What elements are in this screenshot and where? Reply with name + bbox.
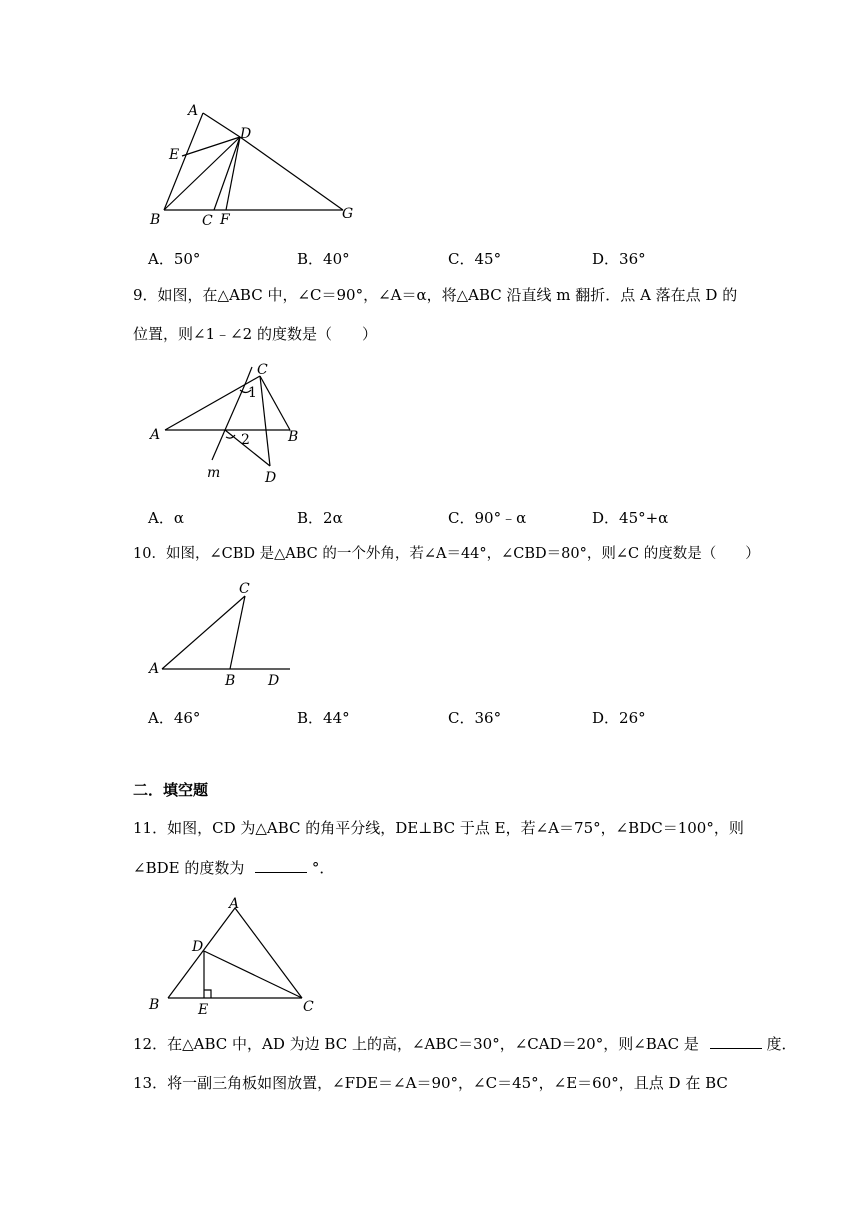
q9-label-m: m bbox=[207, 465, 221, 481]
q12-question-line bbox=[133, 1034, 796, 1054]
q11-line-ac bbox=[235, 908, 302, 998]
q11-right-angle-mark bbox=[204, 990, 211, 998]
q9-line-m bbox=[225, 382, 246, 430]
q10-label-d: D bbox=[268, 673, 280, 689]
q11-figure bbox=[140, 893, 330, 1023]
q13-question-line1: 13．将一副三角板如图放置，∠FDE＝∠A＝90°，∠C＝45°，∠E＝60°，且点 D 在 BC bbox=[133, 1074, 728, 1092]
q8-option-c[interactable]: C．45° bbox=[448, 250, 502, 268]
q8-option-a[interactable]: A．50° bbox=[148, 250, 201, 268]
q11-answer-blank[interactable] bbox=[255, 858, 307, 873]
q10-option-a[interactable]: A．46° bbox=[148, 709, 201, 727]
q8-figure bbox=[140, 100, 370, 230]
q11-text-post: °． bbox=[311, 859, 335, 877]
q11-label-e: E bbox=[198, 1002, 209, 1018]
q11-label-b: B bbox=[149, 997, 160, 1013]
q8-label-g: G bbox=[342, 206, 354, 222]
q8-line-dg bbox=[240, 137, 343, 210]
q8-line-ed bbox=[182, 137, 240, 156]
q9-option-b[interactable]: B．2α bbox=[297, 509, 343, 527]
q9-label-2: 2 bbox=[241, 432, 250, 448]
q8-option-d[interactable]: D．36° bbox=[592, 250, 646, 268]
q11-text-pre: ∠BDE 的度数为 bbox=[133, 859, 245, 877]
q9-label-a: A bbox=[150, 427, 161, 443]
q12-answer-blank[interactable] bbox=[710, 1034, 762, 1049]
q11-question-line2 bbox=[133, 858, 334, 878]
q10-figure bbox=[140, 575, 310, 695]
q10-option-b[interactable]: B．44° bbox=[297, 709, 350, 727]
q11-question-line1: 11．如图，CD 为△ABC 的角平分线，DE⊥BC 于点 E，若∠A＝75°，∠BDC＝100°，则 bbox=[133, 819, 744, 837]
q12-text-post: 度． bbox=[766, 1035, 797, 1053]
q9-line-m-top bbox=[246, 367, 252, 382]
q9-label-1: 1 bbox=[248, 385, 257, 401]
q10-label-c: C bbox=[239, 581, 250, 597]
q9-option-c[interactable]: C．90°﹣α bbox=[448, 509, 527, 527]
q10-label-b: B bbox=[225, 673, 236, 689]
q10-label-a: A bbox=[149, 661, 160, 677]
q11-line-dc bbox=[204, 951, 302, 998]
q8-option-b[interactable]: B．40° bbox=[297, 250, 350, 268]
q9-option-a[interactable]: A．α bbox=[148, 509, 184, 527]
q11-label-a: A bbox=[229, 896, 240, 912]
q9-line-ac bbox=[165, 376, 260, 430]
q12-text-pre: 12．在△ABC 中，AD 为边 BC 上的高，∠ABC＝30°，∠CAD＝20°，则∠BAC 是 bbox=[133, 1035, 699, 1053]
q9-question-line1: 9．如图，在△ABC 中，∠C＝90°，∠A＝α，将△ABC 沿直线 m 翻折．点 A 落在点 D 的 bbox=[133, 286, 738, 304]
q8-label-d: D bbox=[240, 126, 252, 142]
q10-option-c[interactable]: C．36° bbox=[448, 709, 502, 727]
q10-question-line1: 10．如图，∠CBD 是△ABC 的一个外角，若∠A＝44°，∠CBD＝80°，则∠C 的度数是（ ） bbox=[133, 546, 760, 562]
q9-question-line2: 位置，则∠1﹣∠2 的度数是（ ） bbox=[133, 325, 377, 343]
q9-label-b: B bbox=[288, 429, 299, 445]
q8-label-a: A bbox=[188, 103, 199, 119]
q8-label-f: F bbox=[220, 212, 230, 228]
q11-label-d: D bbox=[192, 939, 204, 955]
q9-line-m-ext bbox=[212, 430, 225, 460]
q10-option-d[interactable]: D．26° bbox=[592, 709, 646, 727]
section-fill-in-title: 二．填空题 bbox=[133, 781, 209, 799]
q11-label-c: C bbox=[303, 999, 314, 1015]
q9-label-c: C bbox=[257, 362, 268, 378]
q8-line-ad bbox=[203, 113, 240, 137]
q9-line-dc bbox=[260, 376, 270, 466]
q8-label-c: C bbox=[202, 213, 213, 229]
q9-figure bbox=[140, 355, 320, 490]
q8-label-e: E bbox=[169, 147, 180, 163]
q8-label-b: B bbox=[150, 212, 161, 228]
q9-label-d: D bbox=[265, 470, 277, 486]
q9-option-d[interactable]: D．45°+α bbox=[592, 509, 669, 527]
q8-line-cd bbox=[214, 137, 240, 210]
